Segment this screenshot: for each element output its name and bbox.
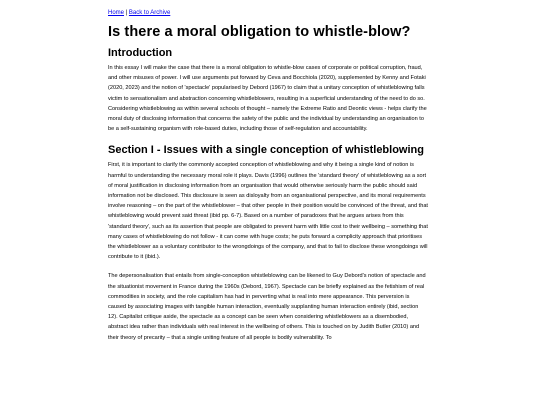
breadcrumb xyxy=(108,9,428,17)
section-heading-section-1: Section I - Issues with a single conception of whistleblowing xyxy=(108,144,424,157)
page-title: Is there a moral obligation to whistle-blow? xyxy=(108,24,411,40)
section-1-paragraph-2: The depersonalisation that entails from single-conception whistleblowing can be likened to Guy Debord's notion of spectacle and the situationist movement in France during the 1960s (Debord, 1967). Spectacle can be briefly explained as the fetishism of real commodities in society, and the role capitalism has had in perverting what is real into mere appearance. This perversion is caused by associating images with tangible human interaction, eventually supplanting human interaction entirely (ibid, section 12). Capitalist critique aside, the spectacle as a concept can be seen when considering whistleblowers as a disembodied, abstract idea rather than individuals with real interest in the wellbeing of others. This is touched on by Judith Butler (2010) and their theory of precarity – that a single uniting feature of all people is bodily vulnerability. To xyxy=(108,273,426,341)
introduction-paragraph: In this essay I will make the case that there is a moral obligation to whistle-blow cases of corporate or political corruption, fraud, and other misuses of power. I will use arguments put forward by Ceva and Bocchiola (2020), supplemented by Kenny and Fotaki (2020, 2023) and the notion of 'spectacle' popularised by Debord (1967) to claim that a unitary conception of whistleblowing falls victim to sensationalism and abstraction concerning whistleblowers, resulting in a superficial understanding of the need to do so. Considering whistleblowing as within several schools of thought – namely the Extreme Ratio and Deontic views - helps clarify the moral duty of disclosing information that concerns the safety of the public and the individual by understanding an organisation to be a self-sustaining organism with role-based duties, including those of self-regulation and accountability. xyxy=(108,65,427,133)
home-link[interactable]: Home xyxy=(108,10,125,16)
section-1-paragraph-1: First, it is important to clarify the commonly accepted conception of whistleblowing and why it being a single kind of notion is harmful to understanding the necessary moral role it plays. Davis (1996) outlines the 'standard theory' of whistleblowing as a sort of moral justification in disclosing information from an organisation that would otherwise seriously harm the public should said information not be disclosed. This disclosure is seen as disloyalty from an organisational perspective, and its moral requirements involve reasoning – on the part of the whistleblower – that other people in their position would be convinced of the threat, and that whistleblowing would prevent said threat (ibid pp. 6-7). Based on a number of paradoxes that he argues arises from this 'standard theory', such as its assertion that people are obligated to prevent harm with little cost to their wellbeing – something that many cases of whistleblowing do not follow - it can come with huge costs; he puts forward a complicity approach that prioritises the whistleblower as a voluntary contributor to the wrongdoings of the company, and that to fail to disclose these wrongdoings will contribute to it (ibid.). xyxy=(108,162,428,261)
back-to-archive-link[interactable]: Back to Archive xyxy=(128,10,171,16)
nav-separator: | xyxy=(125,10,128,16)
article-page xyxy=(108,9,428,352)
section-heading-introduction: Introduction xyxy=(108,47,173,59)
